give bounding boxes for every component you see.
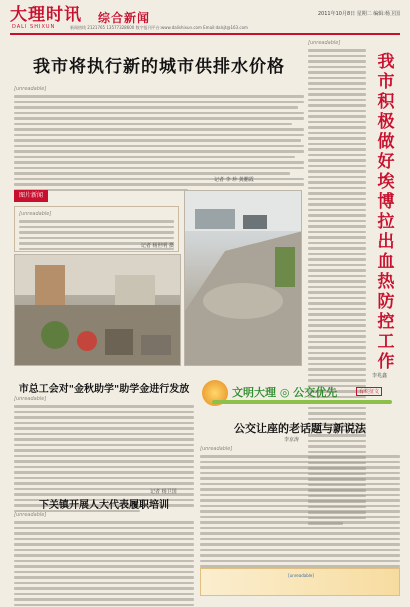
promo-tag: 有奖征文 (356, 387, 382, 396)
lead-headline: 我市将执行新的城市供排水价格 (33, 57, 285, 77)
masthead (10, 6, 400, 32)
photo-illustration (185, 191, 302, 366)
photo-caption-text: [unreadable] (19, 211, 52, 217)
lead-body (14, 86, 304, 191)
union-body-text: [unreadable] (14, 396, 47, 402)
lead-body-text: [unreadable] (14, 86, 47, 92)
news-photo-street-demolition (14, 254, 181, 366)
photo-illustration (15, 255, 181, 366)
photo-caption-box (14, 206, 179, 252)
issue-date: 2011年10月8日 星期二 编辑:杨卫国 (317, 11, 400, 17)
logo-subtitle: DALI SHIXUN (12, 24, 56, 30)
footer-public-banner (200, 568, 400, 596)
civic-promo-banner (200, 380, 400, 418)
union-author: 记者 杨卫国 (150, 489, 177, 495)
section-title: 综合新闻 (98, 11, 151, 25)
footer-banner-text: [unreadable] (288, 573, 314, 578)
promo-decor (212, 400, 392, 404)
newspaper-logo: 大理时讯 (10, 5, 82, 25)
bus-headline: 公交让座的老话题与新说法 (234, 422, 366, 435)
news-photo-construction-site (184, 190, 302, 366)
side-author: 李兆鑫 (372, 373, 388, 379)
bus-author: 李京涛 (284, 437, 300, 443)
lead-author: 记者 李 珍 龚鹏霞 (214, 177, 254, 183)
side-body-text: [unreadable] (308, 40, 341, 46)
masthead-contact: 新闻热线 2121765 13577328600 数字报刊平台:www.dalishixun.com Email:dalsjt@163.com (70, 25, 248, 30)
side-vertical-headline: 我市积极做好埃博拉出血热防控工作 (377, 52, 395, 372)
photo-news-badge: 图片新闻 (14, 190, 48, 202)
promo-title: 文明大理 ◎ 公交优先 (232, 386, 338, 399)
union-headline: 市总工会对"金秋助学"助学金进行发放 (18, 384, 190, 395)
bus-body-text: [unreadable] (200, 446, 233, 452)
npc-headline: 下关镇开展人大代表履职培训 (39, 500, 169, 511)
npc-body-text: [unreadable] (14, 512, 47, 518)
npc-body (14, 512, 194, 607)
masthead-rule (10, 33, 400, 35)
photo-author: 记者 杨世明 摄 (140, 243, 174, 249)
